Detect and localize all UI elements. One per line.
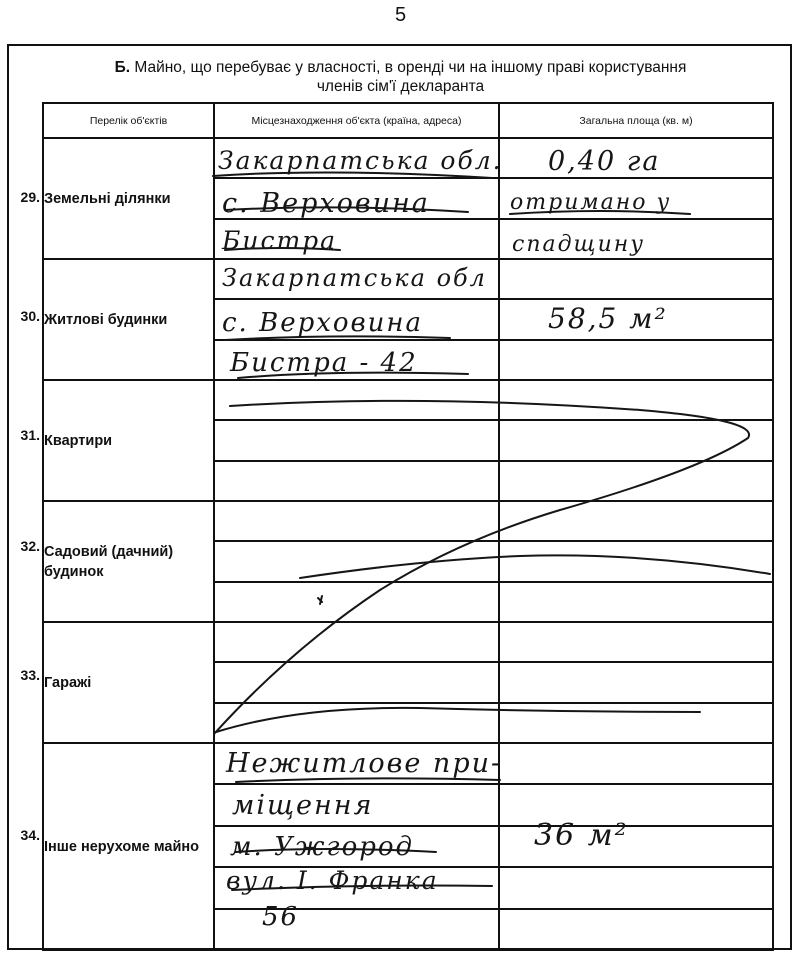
row-label: Квартири — [43, 380, 214, 501]
handwritten-location: Закарпатська обл — [222, 264, 487, 292]
handwritten-location: с. Верховина — [222, 308, 424, 338]
row-number: 32. — [20, 538, 40, 554]
handwritten-area: 0,40 га — [548, 146, 661, 177]
section-heading — [0, 58, 801, 96]
handwritten-location: вул. І. Франка — [226, 866, 439, 895]
section-title-line1: Майно, що перебуває у власності, в оренді чи на іншому праві користування — [134, 59, 687, 76]
header-location: Місцезнаходження об'єкта (країна, адреса) — [214, 103, 499, 138]
handwritten-location: Бистра — [222, 226, 338, 255]
table-row — [43, 622, 773, 743]
row-label: Інше нерухоме майно — [43, 743, 214, 950]
row-number: 30. — [20, 308, 40, 324]
handwritten-location: міщення — [232, 790, 374, 821]
row-number: 31. — [20, 427, 40, 443]
area-cell — [499, 501, 773, 622]
table-row — [43, 380, 773, 501]
handwritten-area: отримано у — [510, 190, 672, 215]
page-number: 5 — [394, 4, 407, 26]
row-label: Житлові будинки — [43, 259, 214, 380]
table-row — [43, 501, 773, 622]
area-cell — [499, 380, 773, 501]
handwritten-location: м. Ужгород — [230, 832, 414, 862]
location-cell — [214, 380, 499, 501]
location-cell — [214, 501, 499, 622]
row-label: Садовий (дачний) будинок — [43, 501, 214, 622]
header-area: Загальна площа (кв. м) — [499, 103, 773, 138]
location-cell — [214, 622, 499, 743]
header-objects: Перелік об'єктів — [43, 103, 214, 138]
property-table — [42, 102, 774, 951]
handwritten-area: 58,5 м² — [548, 302, 668, 335]
row-number: 29. — [20, 189, 40, 205]
handwritten-location: с. Верховина — [222, 188, 430, 219]
area-cell — [499, 622, 773, 743]
handwritten-location: Бистра - 42 — [230, 348, 418, 378]
row-label: Земельні ділянки — [43, 138, 214, 259]
row-label: Гаражі — [43, 622, 214, 743]
row-number: 34. — [20, 827, 40, 843]
handwritten-location: Нежитлове при- — [226, 748, 503, 779]
handwritten-area: спадщину — [512, 232, 645, 257]
section-letter: Б. — [114, 59, 131, 76]
handwritten-location: Закарпатська обл. — [218, 146, 503, 175]
handwritten-location: 56 — [262, 902, 300, 932]
row-number: 33. — [20, 667, 40, 683]
handwritten-area: 36 м² — [534, 818, 629, 853]
section-title-line2: членів сім'ї декларанта — [316, 78, 485, 95]
table-header-row — [43, 103, 773, 138]
